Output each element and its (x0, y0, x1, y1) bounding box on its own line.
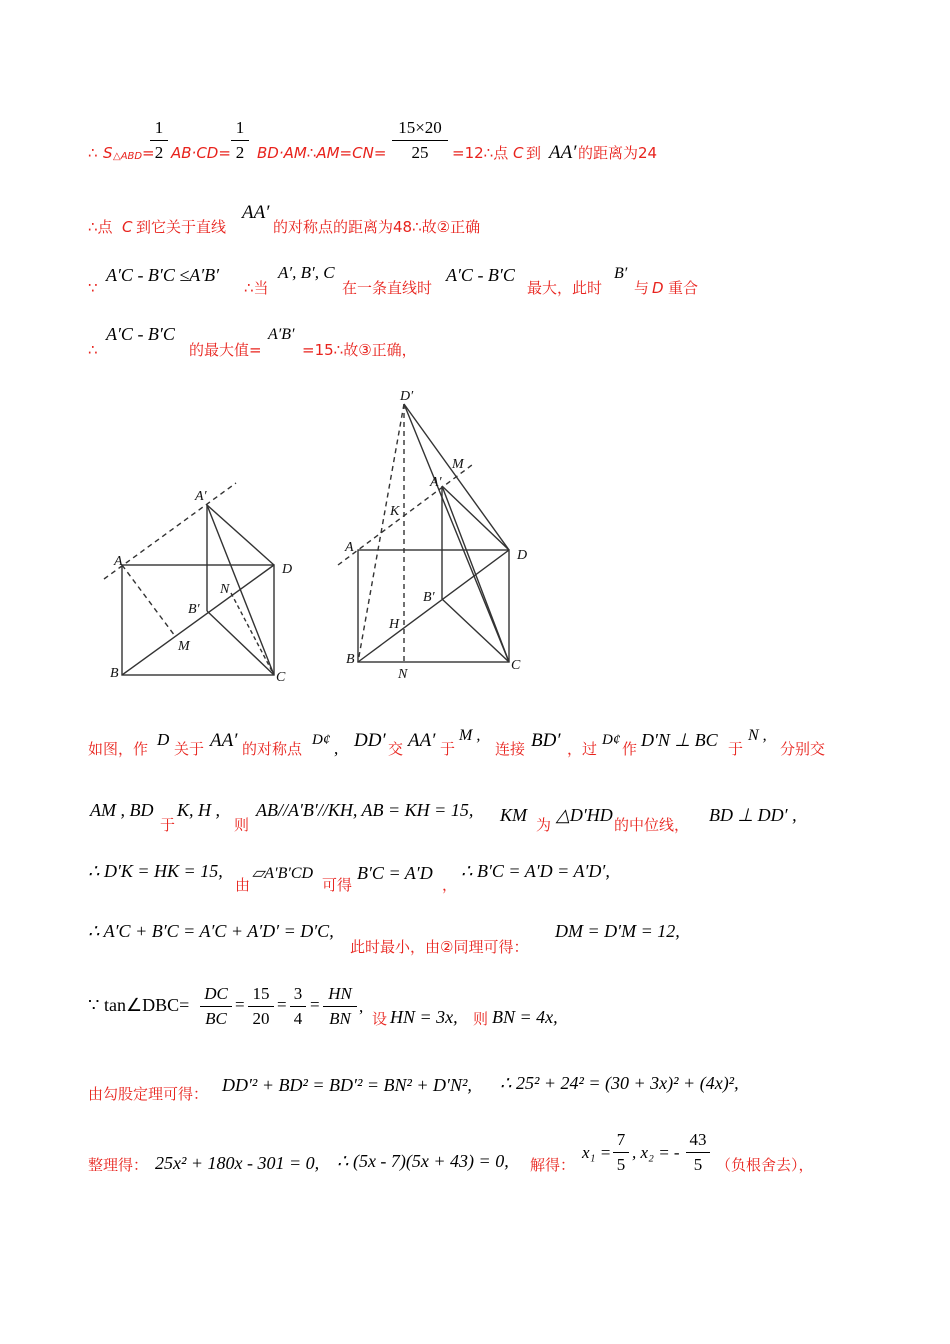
point-c: C (513, 144, 524, 162)
p5-frac1: DC BC (200, 984, 232, 1029)
p5-eq2: = (277, 995, 287, 1014)
p7-x2: , x₂ = - (632, 1143, 680, 1162)
p5-frac3: 3 4 (290, 984, 306, 1029)
therefore4: ∴ (88, 341, 98, 359)
p1-t10: 分别交 (780, 740, 826, 758)
p2-bd: BD ⊥ DD′ , (709, 805, 797, 825)
p5-bn: BN = 4x, (492, 1007, 558, 1027)
p2-km: KM (500, 805, 527, 825)
collinear-text: 在一条直线时 (342, 279, 433, 297)
segment-apd (207, 505, 274, 565)
p1-t5: 于 (440, 740, 456, 758)
point-d: D (652, 279, 664, 297)
fig1-label-n: N (220, 582, 230, 597)
line2-pre: ∴点 (88, 218, 113, 236)
line4-end: =15∴故③正确， (302, 341, 417, 359)
p2-t2: 则 (234, 816, 250, 834)
fraction-half-1: 1 2 (150, 118, 168, 163)
p2-t4: 的中位线， (614, 816, 690, 834)
p7-t2: 解得： (530, 1156, 576, 1174)
p4-dm: DM = D′M = 12, (555, 921, 680, 941)
p1-comma: , (334, 739, 339, 758)
p6-eq2: ∴ 25² + 24² = (30 + 3x)² + (4x)², (500, 1073, 739, 1093)
fig1-label-d: D (282, 562, 293, 577)
fig2-label-n: N (398, 667, 408, 682)
segment-bd (122, 565, 274, 675)
fig2-label-c: C (511, 658, 521, 673)
line2-aa: AA′ (242, 202, 270, 223)
fig1-label-b: B (110, 666, 119, 681)
p5-hn: HN = 3x, (390, 1007, 458, 1027)
apbp-label: A′B′ (268, 326, 295, 343)
p7-t1: 整理得： (88, 1156, 149, 1174)
dashed-am (122, 565, 175, 636)
to-text: 到 (526, 144, 542, 162)
line2-post: 的对称点的距离为48∴故②正确 (273, 218, 481, 236)
figure-2 (338, 404, 509, 662)
p3-para: ▱A′B′CD (252, 865, 314, 882)
p2-t3: 为 (536, 816, 552, 834)
bp-label: B′ (614, 265, 628, 282)
geometry-figures (0, 380, 950, 700)
ineq-expr: A′C - B′C ≤A′B′ (106, 265, 220, 285)
p5-tan: ∵ tan∠DBC= (88, 995, 190, 1015)
p5-t2: 则 (473, 1010, 489, 1028)
eq-sign: = (142, 144, 155, 162)
p1-t9: 于 (728, 740, 744, 758)
points-abc: A′, B′, C (278, 263, 335, 282)
p5-frac2: 15 20 (248, 984, 274, 1029)
fig1-label-c: C (276, 670, 286, 685)
dashed-cn (231, 593, 274, 675)
segment-bpc (207, 611, 274, 675)
area-s: S (103, 144, 113, 162)
fig2-label-k: K (390, 504, 400, 519)
p1-t4: 交 (388, 740, 404, 758)
segment-dpd (404, 404, 509, 550)
fraction-15x20: 15×20 25 (392, 118, 448, 163)
p3-eq2: ∴ B′C = A′D = A′D′, (461, 861, 610, 881)
p7-eq: 25x² + 180x - 301 = 0, (155, 1153, 320, 1173)
coincide-text: 重合 (668, 279, 699, 297)
p3-comma: ， (442, 876, 458, 894)
p1-m: M , (459, 727, 481, 744)
line-aa: AA′ (549, 142, 577, 163)
p1-t3: 的对称点 (242, 740, 303, 758)
bd-am: BD·AM∴AM=CN= (257, 144, 387, 162)
p1-aa2: AA′ (408, 730, 436, 751)
fig2-label-b: B (346, 652, 355, 667)
p6-eq: DD′² + BD² = BD′² = BN² + D′N², (222, 1075, 472, 1095)
fig2-label-d: D (517, 548, 528, 563)
p3-dk: ∴ D′K = HK = 15, (88, 861, 223, 881)
figure-1-labels (110, 489, 292, 685)
fig2-label-a: A (345, 540, 354, 555)
p1-d: D (157, 730, 170, 749)
p1-t2: 关于 (174, 740, 205, 758)
p3-t1: 由 (235, 876, 251, 894)
p4-sum: ∴ A′C + B′C = A′C + A′D′ = D′C, (88, 921, 334, 941)
p2-tri: △D′HD (556, 805, 613, 825)
max-text: 最大，此时 (527, 279, 603, 297)
segment-bpc2 (442, 599, 509, 662)
p5-frac4: HN BN (323, 984, 357, 1029)
p1-perp: D′N ⊥ BC (641, 730, 718, 750)
p1-ddp: DD′ (354, 730, 386, 751)
p7-x1: x₁ = (582, 1143, 612, 1162)
p1-t1: 如图，作 (88, 740, 149, 758)
fig2-label-h: H (389, 617, 400, 632)
p1-t7: ，过 (567, 740, 598, 758)
p7-frac1: 7 5 (613, 1130, 629, 1175)
line2-mid: 到它关于直线 (136, 218, 227, 236)
expr2: A′C - B′C (446, 265, 515, 285)
p2-kh: K, H , (177, 800, 221, 820)
expr4: A′C - B′C (106, 324, 175, 344)
area-subscript: △ABD (113, 151, 143, 162)
therefore-symbol: ∴ (88, 144, 98, 162)
p3-eq: B′C = A′D (357, 863, 433, 883)
p2-rel: AB//A′B′//KH, AB = KH = 15, (256, 800, 474, 820)
fraction-half-2: 1 2 (231, 118, 249, 163)
p7-eq2: ∴ (5x - 7)(5x + 43) = 0, (337, 1151, 509, 1171)
fig1-label-bp: B′ (188, 602, 200, 617)
dist-24: 的距离为24 (578, 144, 658, 162)
p4-t1: 此时最小，由②同理可得： (350, 938, 529, 956)
p7-t3: （负根舍去）， (716, 1156, 814, 1174)
segment-dpc (404, 404, 509, 662)
therefore-dang: ∴当 (244, 279, 269, 297)
p5-t1: 设 (372, 1010, 388, 1028)
fig1-label-m: M (178, 639, 190, 654)
with-text: 与 (634, 279, 650, 297)
p1-t8: 作 (622, 740, 638, 758)
p2-ambd: AM , BD (90, 800, 154, 820)
p1-bdp: BD′ (531, 730, 561, 751)
line2-c: C (122, 218, 133, 236)
p6-t1: 由勾股定理可得： (88, 1085, 209, 1103)
p7-frac2: 43 5 (686, 1130, 710, 1175)
p3-t2: 可得 (322, 876, 353, 894)
segment-apd2 (442, 486, 509, 550)
fig2-label-m: M (452, 457, 464, 472)
ab-cd: AB·CD= (171, 144, 231, 162)
p1-dc2: D¢ (602, 732, 621, 748)
p1-dc: D¢ (312, 732, 331, 748)
p1-t6: 连接 (495, 740, 526, 758)
p5-eq1: = (235, 995, 245, 1014)
fig2-label-dp: D′ (400, 389, 414, 404)
because-symbol: ∵ (88, 279, 98, 297)
p1-n: N , (748, 727, 767, 744)
fig2-label-bp: B′ (423, 590, 435, 605)
p1-aa: AA′ (210, 730, 238, 751)
max-val-text: 的最大值= (189, 341, 262, 359)
eq12-text: =12∴点 (452, 144, 509, 162)
fig1-label-ap: A′ (195, 489, 207, 504)
fig1-label-a: A (114, 554, 123, 569)
p2-t1: 于 (160, 816, 176, 834)
p5-eq3: = (310, 995, 320, 1014)
fig2-label-ap: A′ (430, 475, 442, 490)
p5-comma: , (359, 997, 364, 1016)
